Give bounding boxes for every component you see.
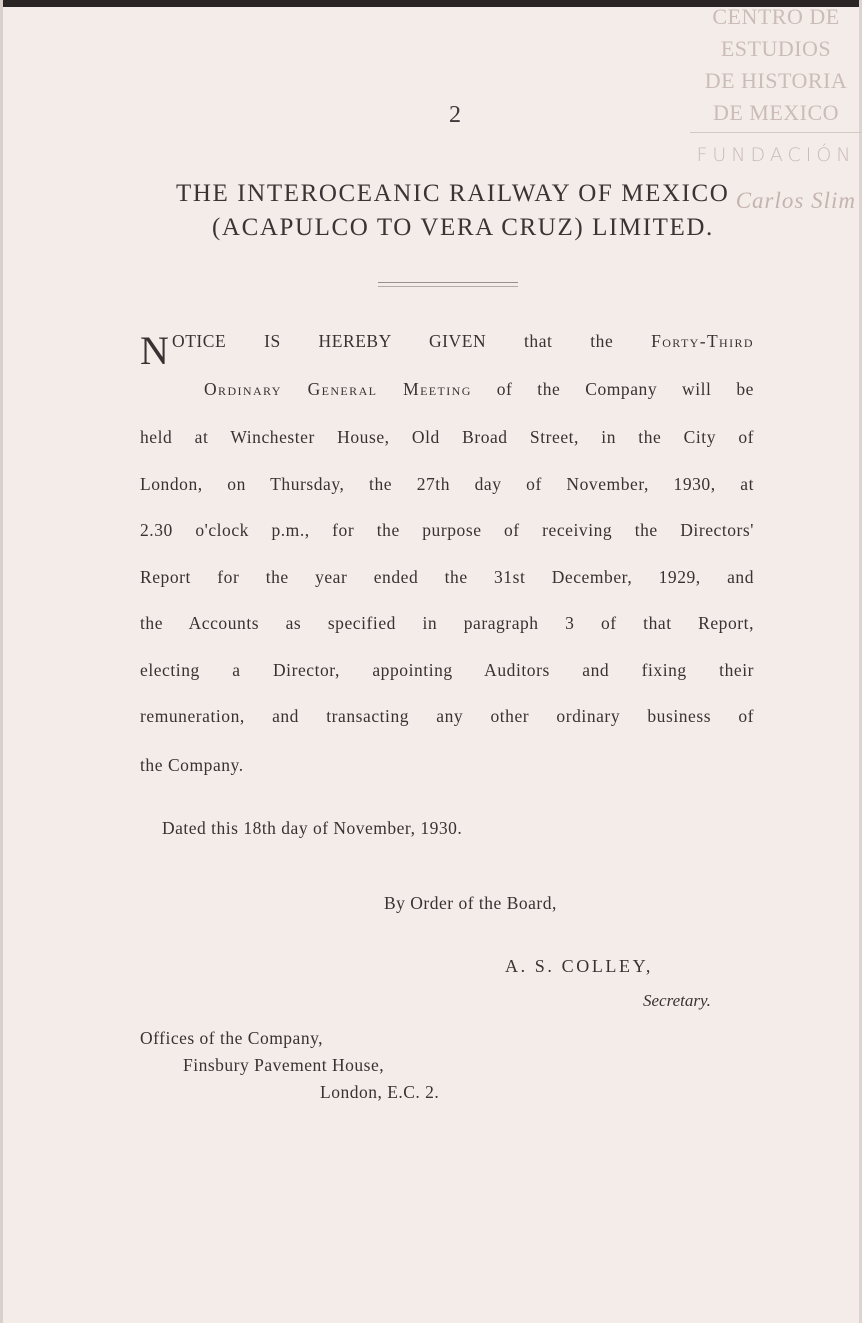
address-line-3: London, E.C. 2. (320, 1082, 440, 1102)
notice-line: the Accounts as specified in paragraph 3 of that Report, (140, 613, 754, 633)
watermark-signature: Carlos Slim (735, 188, 856, 213)
dated-line: Dated this 18th day of November, 1930. (162, 818, 463, 838)
address-line-1: Offices of the Company, (140, 1028, 324, 1048)
title-ornament-rule (378, 282, 518, 287)
drop-cap: N (140, 328, 169, 373)
watermark-line: DE HISTORIA (704, 68, 848, 93)
notice-line: the Company. (140, 755, 244, 775)
address-line-2: Finsbury Pavement House, (183, 1055, 385, 1075)
document-title-line-2: (ACAPULCO TO VERA CRUZ) LIMITED. (212, 214, 714, 241)
notice-line: held at Winchester House, Old Broad Street, in the City of (140, 427, 754, 447)
notice-line: 2.30 o'clock p.m., for the purpose of receiving the Directors' (140, 520, 754, 540)
notice-line: Report for the year ended the 31st December, 1929, and (140, 567, 754, 587)
notice-line: OTICE IS HEREBY GIVEN that the Forty-Third (172, 331, 754, 351)
signatory-role: Secretary. (643, 991, 711, 1010)
page-number: 2 (449, 102, 461, 128)
notice-line: London, on Thursday, the 27th day of November, 1930, at (140, 474, 754, 494)
page-left-edge (0, 0, 3, 1323)
watermark-line: DE MEXICO (712, 100, 840, 125)
document-title-line-1: THE INTEROCEANIC RAILWAY OF MEXICO (176, 180, 730, 207)
by-order-line: By Order of the Board, (384, 893, 557, 913)
signatory-name: A. S. COLLEY, (505, 956, 653, 976)
notice-line: remuneration, and transacting any other ordinary business of (140, 706, 754, 726)
watermark-line: CENTRO DE (712, 4, 840, 29)
watermark-foundation: FUNDACIÓN (696, 144, 856, 166)
watermark-line: ESTUDIOS (720, 36, 832, 61)
notice-line: Ordinary General Meeting of the Company will be (204, 379, 754, 399)
watermark-rule (690, 132, 862, 133)
notice-line: electing a Director, appointing Auditors and fixing their (140, 660, 754, 680)
